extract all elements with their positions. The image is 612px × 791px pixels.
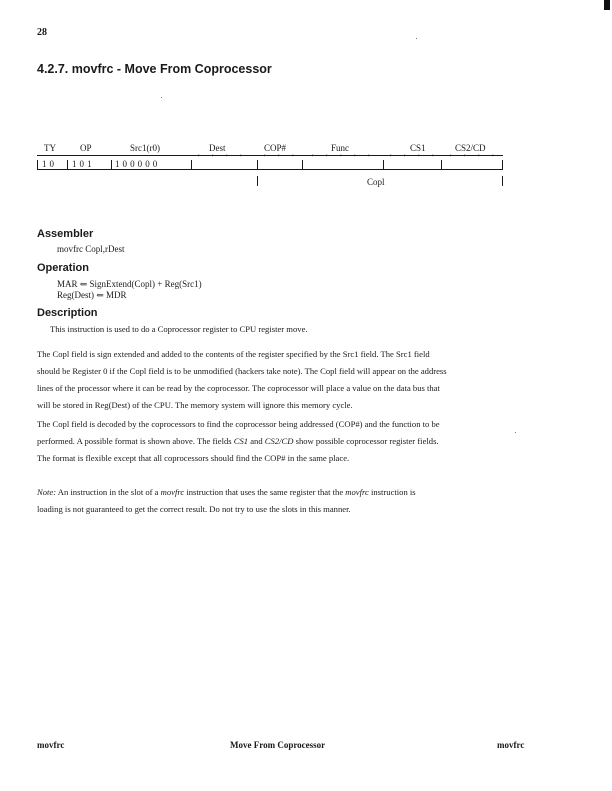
description-intro: This instruction is used to do a Coprocessor register to CPU register move. (50, 324, 308, 334)
paragraph-line: loading is not guaranteed to get the correct result. Do not try to use the slots in this manner. (37, 504, 351, 514)
field-divider (502, 160, 503, 170)
footer-center: Move From Coprocessor (230, 740, 326, 750)
footer-right: movfrc (497, 740, 525, 750)
field-label-func: Func (331, 143, 349, 153)
page-number: 28 (37, 27, 47, 38)
description-paragraph-1 (37, 346, 577, 414)
field-name-cs1: CS1 (233, 436, 249, 446)
operation-heading: Operation (37, 262, 89, 274)
field-label-cs2cd: CS2/CD (455, 143, 486, 153)
scan-edge-mark (604, 0, 610, 10)
copl-label: Copl (367, 177, 385, 187)
field-name-cs2cd: CS2/CD (264, 436, 294, 446)
tick-marks: ' ' ' (264, 153, 300, 162)
paragraph-line (37, 433, 577, 450)
field-divider (37, 160, 38, 170)
operation-line-1: MAR ⇐ SignExtend(Copl) + Reg(Src1) (57, 279, 202, 289)
paragraph-line (37, 484, 577, 501)
tick-marks: ' ' ' ' (450, 153, 500, 162)
field-divider (111, 160, 112, 170)
text-run: and (248, 436, 265, 446)
tick-marks: ' ' ' ' ' (312, 153, 376, 162)
paragraph-line: should be Register 0 if the Copl field is to be unmodified (hackers take note). The Copl field will appear on the address (37, 366, 447, 376)
field-label-cs1: CS1 (410, 143, 426, 153)
text-run: performed. A possible format is shown above. The fields (37, 436, 234, 446)
field-divider (302, 160, 303, 170)
scan-speck (416, 38, 417, 39)
assembler-heading: Assembler (37, 228, 94, 240)
assembler-syntax: movfrc Copl,rDest (57, 244, 125, 254)
description-heading: Description (37, 307, 98, 319)
instruction-name: movfrc (160, 487, 185, 497)
field-divider (257, 160, 258, 170)
field-divider (67, 160, 68, 170)
field-label-ty: TY (44, 143, 56, 153)
field-divider (441, 160, 442, 170)
text-run: An instruction in the slot of a (56, 487, 161, 497)
description-paragraph-2 (37, 416, 577, 467)
paragraph-line: The Copl field is decoded by the coprocessors to find the coprocessor being addressed (COP#) and the function to be (37, 419, 440, 429)
paragraph-line: The Copl field is sign extended and added to the contents of the register specified by the Src1 field. The Src1 field (37, 349, 430, 359)
bits-ty: 1 0 (42, 159, 55, 169)
paragraph-line: lines of the processor where it can be read by the coprocessor. The coprocessor will place a value on the data bus that (37, 383, 440, 393)
field-label-cop: COP# (264, 143, 287, 153)
field-divider (191, 160, 192, 170)
field-label-dest: Dest (209, 143, 226, 153)
bits-op: 1 0 1 (72, 159, 92, 169)
copl-range-left-bar (257, 176, 258, 186)
text-run: instruction is (368, 487, 416, 497)
section-title: 4.2.7. movfrc - Move From Coprocessor (37, 62, 272, 76)
note-label: Note: (37, 487, 57, 497)
tick-marks: ' ' ' ' (198, 153, 248, 162)
paragraph-line: The format is flexible except that all coprocessors should find the COP# in the same place. (37, 453, 350, 463)
instruction-name: movfrc (345, 487, 369, 497)
scan-speck (161, 97, 162, 98)
copl-range-right-bar (502, 176, 503, 186)
tick-marks: ' ' ' ' (390, 153, 440, 162)
field-label-op: OP (80, 143, 92, 153)
text-run: instruction that uses the same register that the (184, 487, 346, 497)
field-label-src1: Src1(r0) (130, 143, 160, 153)
note-paragraph (37, 484, 577, 518)
operation-line-2: Reg(Dest) ⇐ MDR (57, 290, 127, 300)
bits-src1: 1 0 0 0 0 0 (115, 159, 158, 169)
footer-left: movfrc (37, 740, 65, 750)
field-divider (383, 160, 384, 170)
text-run: show possible coprocessor register fields. (293, 436, 439, 446)
format-bottom-rule (37, 169, 503, 170)
paragraph-line: will be stored in Reg(Dest) of the CPU. The memory system will ignore this memory cycle. (37, 400, 353, 410)
